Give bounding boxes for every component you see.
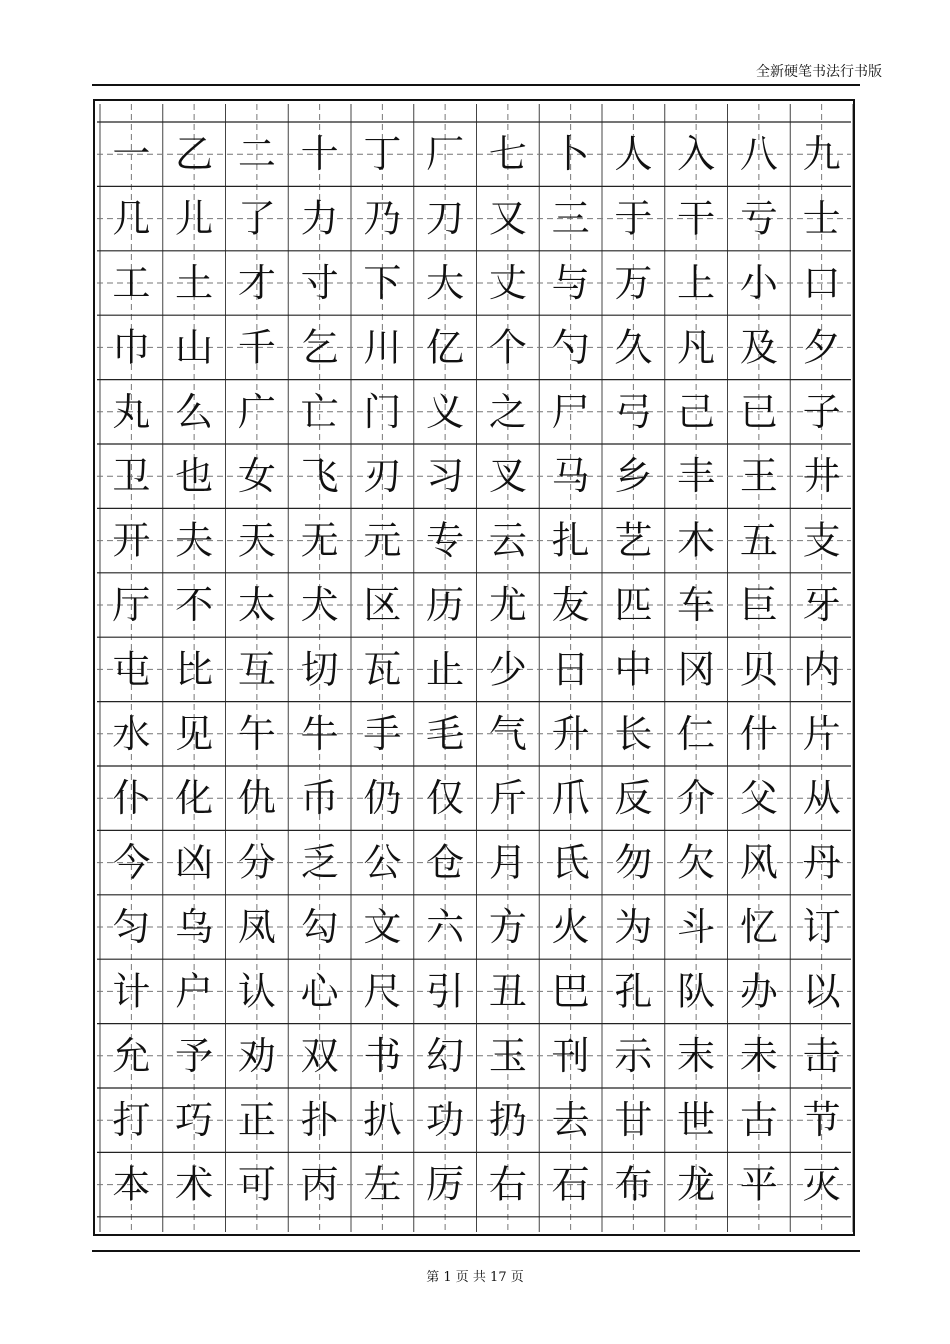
practice-character: 扒	[363, 1098, 402, 1143]
practice-character: 玉	[488, 1033, 527, 1078]
practice-character: 右	[488, 1162, 527, 1207]
practice-character: 风	[739, 840, 778, 885]
page-header-title: 全新硬笔书法行书版	[756, 64, 882, 80]
practice-character: 万	[614, 261, 653, 305]
practice-character: 下	[363, 261, 402, 305]
practice-character: 匀	[112, 905, 151, 949]
practice-character: 夫	[175, 518, 214, 563]
practice-character: 飞	[300, 454, 339, 499]
practice-character: 手	[363, 711, 402, 756]
practice-character: 才	[237, 261, 276, 305]
practice-character: 不	[175, 583, 214, 627]
practice-character: 勾	[300, 905, 339, 949]
practice-character: 允	[112, 1033, 151, 1078]
practice-character: 二	[237, 132, 276, 177]
practice-character: 历	[426, 583, 465, 627]
practice-character: 入	[677, 132, 716, 177]
practice-character: 击	[802, 1033, 841, 1078]
practice-character: 于	[614, 196, 653, 241]
practice-character: 术	[175, 1162, 214, 1207]
practice-character: 元	[363, 518, 402, 563]
practice-character: 贝	[739, 647, 778, 692]
practice-character: 犬	[300, 583, 339, 627]
practice-character: 月	[488, 840, 527, 885]
practice-character: 引	[426, 969, 465, 1014]
practice-character: 区	[363, 583, 402, 627]
practice-character: 了	[237, 196, 276, 241]
practice-character: 一	[112, 132, 151, 177]
practice-character: 仇	[237, 776, 276, 821]
practice-character: 可	[237, 1162, 276, 1207]
practice-character: 尤	[488, 583, 527, 627]
practice-character: 卜	[551, 132, 590, 177]
practice-character: 仆	[112, 776, 151, 821]
practice-character: 夕	[802, 325, 841, 370]
page-number: 第 1 页 共 17 页	[426, 1270, 524, 1285]
practice-character: 亡	[300, 389, 339, 434]
practice-character: 厂	[426, 132, 465, 177]
practice-character: 友	[551, 583, 590, 627]
practice-character: 见	[175, 711, 214, 756]
practice-character: 正	[237, 1098, 276, 1143]
practice-character: 文	[363, 905, 402, 949]
practice-character: 世	[677, 1098, 716, 1143]
practice-character: 公	[363, 840, 402, 885]
practice-character: 艺	[614, 518, 653, 563]
practice-character: 六	[426, 905, 465, 949]
practice-character: 么	[175, 389, 214, 434]
practice-character: 未	[739, 1033, 778, 1078]
footer-rule	[92, 1250, 860, 1252]
practice-character: 办	[739, 969, 778, 1014]
practice-character: 计	[112, 969, 151, 1014]
practice-character: 孔	[614, 969, 653, 1014]
practice-border	[93, 99, 855, 1236]
practice-character: 化	[175, 776, 214, 821]
practice-character: 丁	[363, 132, 402, 177]
practice-character: 示	[614, 1033, 653, 1078]
practice-character: 仍	[363, 776, 402, 821]
practice-character: 石	[551, 1162, 590, 1207]
practice-character: 厅	[112, 583, 151, 627]
practice-character: 女	[237, 454, 276, 499]
practice-character: 平	[739, 1162, 778, 1207]
practice-character: 甘	[614, 1098, 653, 1143]
practice-character: 尸	[551, 389, 590, 434]
practice-character: 仓	[426, 840, 465, 885]
practice-character: 之	[488, 389, 527, 434]
practice-character: 人	[614, 132, 653, 177]
practice-character: 弓	[614, 389, 653, 434]
practice-character: 以	[802, 969, 841, 1014]
practice-character: 牙	[802, 583, 841, 627]
practice-character: 八	[739, 132, 778, 177]
practice-character: 乏	[300, 840, 339, 885]
practice-character: 氏	[551, 840, 590, 885]
practice-character: 小	[739, 261, 778, 305]
practice-character: 毛	[426, 711, 465, 756]
practice-character: 丰	[677, 454, 716, 499]
practice-character: 认	[237, 969, 276, 1014]
practice-character: 云	[488, 518, 527, 563]
practice-character: 乌	[175, 905, 214, 949]
practice-character: 刊	[551, 1033, 590, 1078]
practice-character: 少	[488, 647, 527, 692]
practice-character: 勺	[551, 325, 590, 370]
practice-character: 扑	[300, 1098, 339, 1143]
practice-character: 父	[739, 776, 778, 821]
practice-character: 分	[237, 840, 276, 885]
practice-character: 户	[175, 969, 214, 1014]
practice-character: 忆	[739, 905, 778, 949]
practice-character: 九	[802, 132, 841, 177]
practice-character: 功	[426, 1098, 465, 1143]
practice-character: 末	[677, 1033, 716, 1078]
practice-character: 节	[802, 1098, 841, 1143]
practice-character: 欠	[677, 840, 716, 885]
practice-character: 又	[488, 196, 527, 241]
practice-character: 瓦	[363, 647, 402, 692]
practice-character: 升	[551, 711, 590, 756]
practice-character: 干	[677, 196, 716, 241]
practice-character: 丸	[112, 389, 151, 434]
practice-character: 牛	[300, 711, 339, 756]
practice-character: 天	[237, 518, 276, 563]
practice-character: 反	[614, 776, 653, 821]
practice-character: 力	[300, 196, 339, 241]
practice-character: 已	[739, 389, 778, 434]
practice-character: 止	[426, 647, 465, 692]
practice-character: 寸	[300, 261, 339, 305]
practice-character: 气	[488, 711, 527, 756]
practice-character: 叉	[488, 454, 527, 499]
practice-character: 去	[551, 1098, 590, 1143]
practice-character: 支	[802, 518, 841, 563]
practice-character: 介	[677, 776, 716, 821]
practice-character: 刃	[363, 454, 402, 499]
practice-character: 互	[237, 647, 276, 692]
practice-character: 劝	[237, 1033, 276, 1078]
practice-character: 太	[237, 583, 276, 627]
practice-character: 什	[739, 711, 778, 756]
practice-character: 刀	[426, 196, 465, 241]
practice-character: 内	[802, 647, 841, 692]
practice-character: 丈	[488, 261, 527, 305]
practice-character: 丑	[488, 969, 527, 1014]
practice-character: 币	[300, 776, 339, 821]
practice-character: 扔	[488, 1098, 527, 1143]
practice-character: 口	[802, 261, 841, 305]
practice-character: 双	[300, 1033, 339, 1078]
practice-character: 勿	[614, 840, 653, 885]
practice-character: 为	[614, 905, 653, 949]
practice-character: 十	[300, 132, 339, 177]
practice-character: 士	[802, 196, 841, 241]
practice-character: 订	[802, 905, 841, 949]
practice-character: 专	[426, 518, 465, 563]
practice-character: 本	[112, 1162, 151, 1207]
practice-character: 心	[300, 969, 339, 1014]
practice-character: 千	[237, 325, 276, 370]
practice-character: 屯	[112, 647, 151, 692]
practice-character: 川	[363, 325, 402, 370]
practice-character: 七	[488, 132, 527, 177]
practice-character: 丙	[300, 1162, 339, 1207]
practice-character: 木	[677, 518, 716, 563]
practice-character: 无	[300, 518, 339, 563]
practice-character: 中	[614, 647, 653, 692]
practice-character: 与	[551, 261, 590, 305]
practice-character: 亏	[739, 196, 778, 241]
practice-character: 切	[300, 647, 339, 692]
practice-character: 幻	[426, 1033, 465, 1078]
practice-character: 长	[614, 711, 653, 756]
practice-character: 仅	[426, 776, 465, 821]
practice-character: 三	[551, 196, 590, 241]
practice-character: 今	[112, 840, 151, 885]
practice-character: 亿	[426, 325, 465, 370]
practice-character: 也	[175, 454, 214, 499]
practice-character: 广	[237, 389, 276, 434]
practice-character: 凶	[175, 840, 214, 885]
practice-character: 片	[802, 711, 841, 756]
practice-character: 井	[802, 454, 841, 499]
practice-character: 厉	[426, 1162, 465, 1207]
practice-character: 斤	[488, 776, 527, 821]
practice-character: 凡	[677, 325, 716, 370]
practice-character: 斗	[677, 905, 716, 949]
practice-character: 己	[677, 389, 716, 434]
practice-character: 打	[112, 1098, 151, 1143]
practice-character: 午	[237, 711, 276, 756]
practice-character: 古	[739, 1098, 778, 1143]
practice-character: 爪	[551, 776, 590, 821]
practice-character: 冈	[677, 647, 716, 692]
practice-character: 乡	[614, 454, 653, 499]
practice-character: 儿	[175, 196, 214, 241]
practice-character: 久	[614, 325, 653, 370]
practice-character: 乙	[175, 132, 214, 177]
practice-character: 马	[551, 454, 590, 499]
practice-character: 巧	[175, 1098, 214, 1143]
practice-character: 龙	[677, 1162, 716, 1207]
practice-character: 日	[551, 647, 590, 692]
practice-character: 从	[802, 776, 841, 821]
practice-character: 工	[112, 261, 151, 305]
practice-character: 五	[739, 518, 778, 563]
practice-character: 王	[739, 454, 778, 499]
practice-character: 巴	[551, 969, 590, 1014]
practice-character: 个	[488, 325, 527, 370]
practice-character: 土	[175, 261, 214, 305]
practice-character: 火	[551, 905, 590, 949]
practice-character: 丹	[802, 840, 841, 885]
practice-character: 布	[614, 1162, 653, 1207]
practice-character: 车	[677, 583, 716, 627]
practice-character: 队	[677, 969, 716, 1014]
practice-character: 山	[175, 325, 214, 370]
practice-character: 灭	[802, 1162, 841, 1207]
practice-character: 大	[426, 261, 465, 305]
practice-character: 及	[739, 325, 778, 370]
practice-character: 乞	[300, 325, 339, 370]
practice-character: 尺	[363, 969, 402, 1014]
practice-character: 予	[175, 1033, 214, 1078]
practice-character: 开	[112, 518, 151, 563]
practice-character: 几	[112, 196, 151, 241]
practice-character: 巾	[112, 325, 151, 370]
practice-character: 上	[677, 261, 716, 305]
practice-character: 巨	[739, 583, 778, 627]
practice-character: 书	[363, 1033, 402, 1078]
practice-character: 扎	[551, 518, 590, 563]
practice-character: 匹	[614, 583, 653, 627]
practice-character: 凤	[237, 905, 276, 949]
practice-character: 水	[112, 711, 151, 756]
practice-character: 比	[175, 647, 214, 692]
practice-character: 子	[802, 389, 841, 434]
practice-character: 卫	[112, 454, 151, 499]
practice-character: 乃	[363, 196, 402, 241]
practice-character: 习	[426, 454, 465, 499]
practice-character: 义	[426, 389, 465, 434]
practice-character: 门	[363, 389, 402, 434]
practice-character: 方	[488, 905, 527, 949]
practice-character: 左	[363, 1162, 402, 1207]
practice-character: 仁	[677, 711, 716, 756]
